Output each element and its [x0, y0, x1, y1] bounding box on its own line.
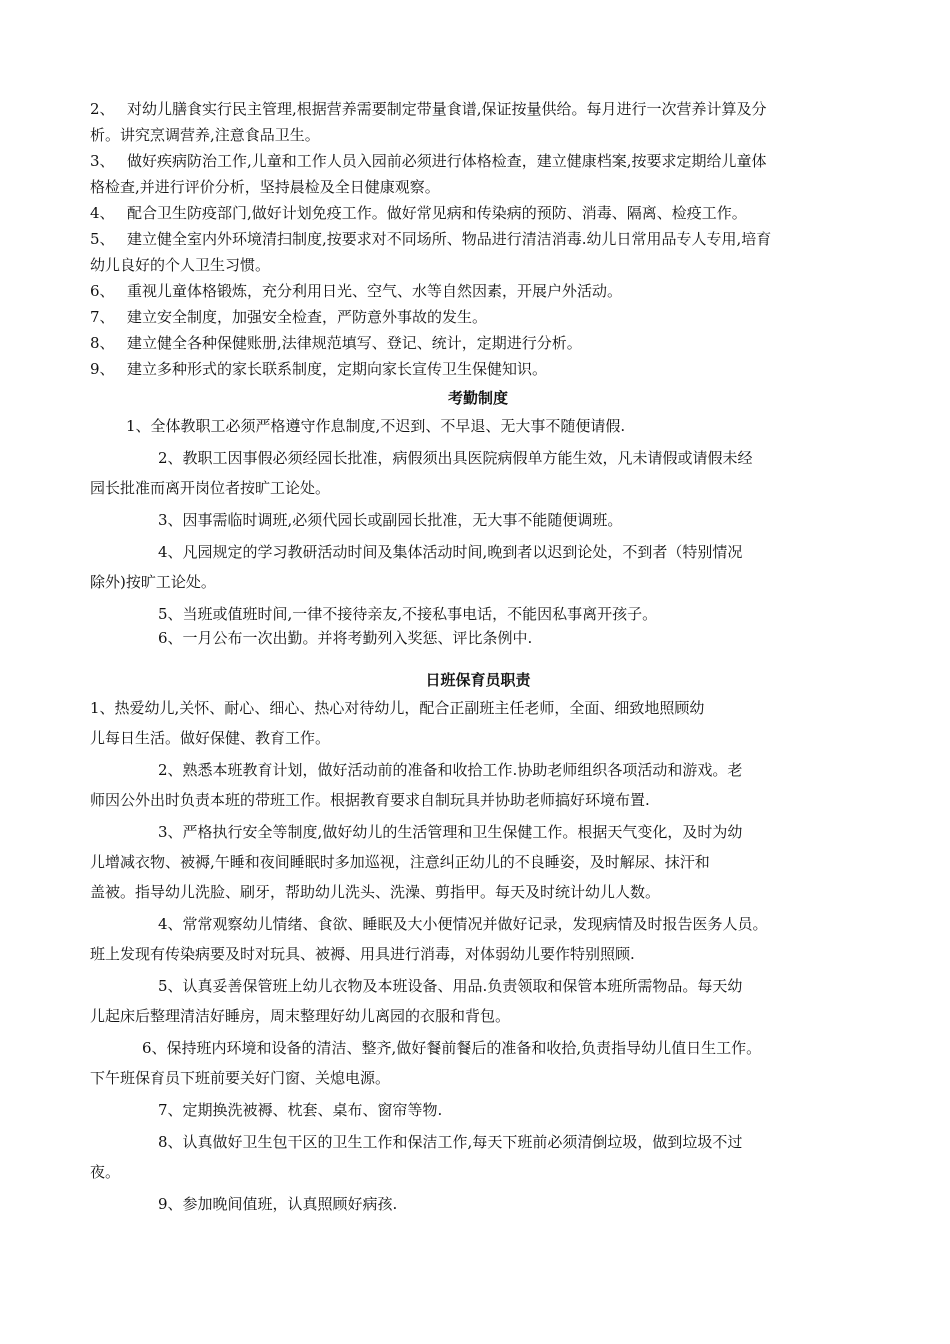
item-text: 重视儿童体格锻炼，充分利用日光、空气、水等自然因素，开展户外活动。	[127, 282, 623, 300]
text-line: 5、认真妥善保管班上幼儿衣物及本班设备、用品.负责领取和保管本班所需物品。每天幼	[158, 977, 743, 995]
list-item	[90, 148, 860, 200]
list-item	[90, 330, 860, 356]
text-line: 下午班保育员下班前要关好门窗、关熄电源。	[90, 1069, 391, 1087]
paragraph	[90, 971, 866, 1031]
item-text: 对幼儿膳食实行民主管理,根据营养需要制定带量食谱,保证按量供给。每月进行一次营养计算及分	[127, 100, 767, 118]
paragraph	[90, 1033, 866, 1093]
text-line: 3、严格执行安全等制度,做好幼儿的生活管理和卫生保健工作。根据天气变化，及时为幼	[158, 823, 743, 841]
text-line: 儿起床后整理清洁好睡房，周末整理好幼儿离园的衣服和背包。	[90, 1007, 511, 1025]
paragraph	[90, 1127, 866, 1187]
paragraph	[126, 1095, 866, 1125]
item-number: 8、	[90, 334, 115, 352]
text-line: 2、熟悉本班教育计划，做好活动前的准备和收拾工作.协助老师组织各项活动和游戏。老	[158, 761, 743, 779]
text-line: 夜。	[90, 1163, 121, 1181]
paragraph	[90, 755, 866, 815]
text-line: 园长批准而离开岗位者按旷工论处。	[90, 479, 331, 497]
text-line: 6、保持班内环境和设备的清洁、整齐,做好餐前餐后的准备和收拾,负责指导幼儿值日生工作。	[142, 1039, 762, 1057]
paragraph	[126, 623, 866, 653]
paragraph	[126, 505, 866, 535]
text-line: 班上发现有传染病要及时对玩具、被褥、用具进行消毒，对体弱幼儿要作特别照顾.	[90, 945, 635, 963]
item-number: 5、	[90, 230, 115, 248]
text-line: 儿增减衣物、被褥,午睡和夜间睡眠时多加巡视，注意纠正幼儿的不良睡姿，及时解尿、抹汗和	[90, 853, 710, 871]
item-number: 2、	[90, 100, 115, 118]
paragraph	[90, 693, 866, 753]
item-text: 幼儿良好的个人卫生习惯。	[90, 256, 271, 274]
item-number: 7、	[90, 308, 115, 326]
text-line: 除外)按旷工论处。	[90, 573, 216, 591]
text-line: 4、常常观察幼儿情绪、食欲、睡眠及大小便情况并做好记录，发现病情及时报告医务人员。	[158, 915, 768, 933]
text-line: 7、定期换洗被褥、枕套、桌布、窗帘等物.	[158, 1101, 443, 1119]
item-text: 建立健全室内外环境清扫制度,按要求对不同场所、物品进行清洁消毒.幼儿日常用品专人专用,培育	[127, 230, 772, 248]
text-line: 1、热爱幼儿,关怀、耐心、细心、热心对待幼儿，配合正副班主任老师，全面、细致地照顾幼	[90, 699, 705, 717]
text-line: 4、凡园规定的学习教研活动时间及集体活动时间,晚到者以迟到论处，不到者（特别情况	[158, 543, 743, 561]
list-item	[90, 304, 860, 330]
item-text: 析。讲究烹调营养,注意食品卫生。	[90, 126, 320, 144]
paragraph	[126, 1189, 866, 1219]
item-number: 9、	[90, 360, 115, 378]
text-line: 1、全体教职工必须严格遵守作息制度,不迟到、不早退、无大事不随便请假.	[126, 417, 626, 435]
caregiver-section	[90, 667, 866, 1221]
item-text: 配合卫生防疫部门,做好计划免疫工作。做好常见病和传染病的预防、消毒、隔离、检疫工作。	[127, 204, 747, 222]
paragraph	[90, 909, 866, 969]
item-text: 建立健全各种保健账册,法律规范填写、登记、统计，定期进行分析。	[127, 334, 582, 352]
list-item	[90, 226, 860, 278]
text-line: 3、因事需临时调班,必须代园长或副园长批准，无大事不能随便调班。	[158, 511, 623, 529]
list-item	[90, 356, 860, 382]
text-line: 8、认真做好卫生包干区的卫生工作和保洁工作,每天下班前必须清倒垃圾，做到垃圾不过	[158, 1133, 743, 1151]
text-line: 盖被。指导幼儿洗脸、刷牙，帮助幼儿洗头、洗澡、剪指甲。每天及时统计幼儿人数。	[90, 883, 661, 901]
paragraph	[90, 443, 866, 503]
paragraph	[90, 817, 866, 907]
text-line: 6、一月公布一次出勤。并将考勤列入奖惩、评比条例中.	[158, 629, 533, 647]
item-number: 4、	[90, 204, 115, 222]
section-heading: 日班保育员职责	[425, 671, 531, 689]
text-line: 5、当班或值班时间,一律不接待亲友,不接私事电话，不能因私事离开孩子。	[158, 605, 658, 623]
text-line: 9、参加晚间值班，认真照顾好病孩.	[158, 1195, 398, 1213]
paragraph	[90, 537, 866, 597]
item-text: 建立多种形式的家长联系制度，定期向家长宣传卫生保健知识。	[127, 360, 548, 378]
paragraph	[126, 411, 866, 441]
list-item	[90, 200, 860, 226]
item-text: 做好疾病防治工作,儿童和工作人员入园前必须进行体格检查，建立健康档案,按要求定期给儿童体	[127, 152, 767, 170]
item-number: 3、	[90, 152, 115, 170]
list-item	[90, 278, 860, 304]
item-text: 建立安全制度，加强安全检查，严防意外事故的发生。	[127, 308, 488, 326]
list-item	[90, 96, 860, 148]
text-line: 2、教职工因事假必须经园长批准，病假须出具医院病假单方能生效，凡未请假或请假未经	[158, 449, 753, 467]
section-heading: 考勤制度	[447, 389, 508, 407]
attendance-section	[90, 385, 866, 655]
health-rules-list	[90, 96, 860, 382]
text-line: 儿每日生活。做好保健、教育工作。	[90, 729, 331, 747]
item-number: 6、	[90, 282, 115, 300]
text-line: 师因公外出时负责本班的带班工作。根据教育要求自制玩具并协助老师搞好环境布置.	[90, 791, 650, 809]
item-text: 格检查,并进行评价分析，坚持晨检及全日健康观察。	[90, 178, 440, 196]
